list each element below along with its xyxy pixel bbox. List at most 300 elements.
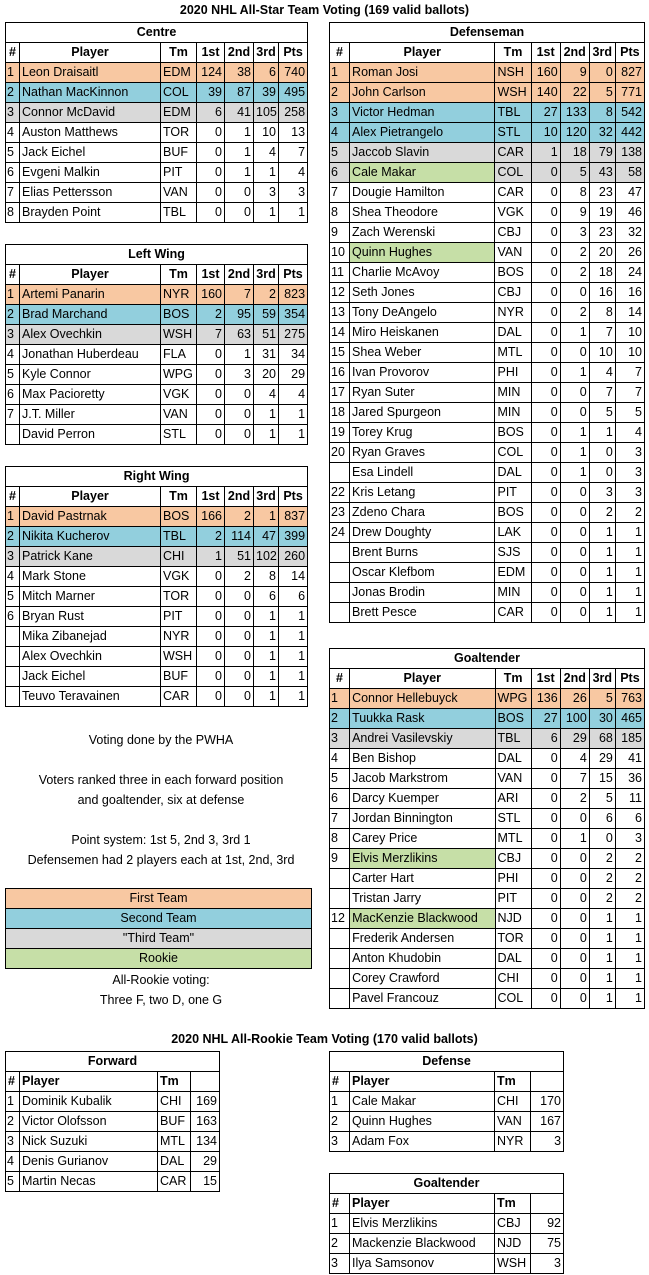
cell-points: 1 xyxy=(279,647,308,667)
cell-rank: 10 xyxy=(330,243,350,263)
cell-first: 10 xyxy=(531,123,560,143)
cell-team: STL xyxy=(495,123,531,143)
cell-first: 0 xyxy=(531,383,560,403)
cell-first: 0 xyxy=(531,363,560,383)
cell-rank: 5 xyxy=(6,365,20,385)
cell-rank: 3 xyxy=(330,1132,350,1152)
color-legend xyxy=(5,888,312,969)
cell-rank: 17 xyxy=(330,383,350,403)
table-row xyxy=(330,323,645,343)
rookie-forward-caption: Forward xyxy=(6,1052,220,1072)
cell-points: 3 xyxy=(615,483,644,503)
cell-player: Oscar Klefbom xyxy=(350,563,495,583)
cell-third: 1 xyxy=(254,647,279,667)
cell-points: 6 xyxy=(279,587,308,607)
cell-team: VAN xyxy=(495,243,531,263)
cell-points: 11 xyxy=(615,789,644,809)
header-team: Tm xyxy=(495,43,531,63)
cell-third: 1 xyxy=(589,583,615,603)
table-row xyxy=(330,583,645,603)
cell-player: Teuvo Teravainen xyxy=(20,687,161,707)
cell-points: 13 xyxy=(279,123,308,143)
cell-rank: 5 xyxy=(6,143,20,163)
cell-player: Artemi Panarin xyxy=(20,285,161,305)
cell-third: 0 xyxy=(589,63,615,83)
cell-player: Miro Heiskanen xyxy=(350,323,495,343)
cell-points: 2 xyxy=(615,889,644,909)
cell-first: 0 xyxy=(531,163,560,183)
cell-first: 0 xyxy=(531,849,560,869)
table-row xyxy=(330,363,645,383)
cell-team: VAN xyxy=(161,183,197,203)
table-row xyxy=(6,305,308,325)
cell-points: 4 xyxy=(279,163,308,183)
cell-team: STL xyxy=(495,809,531,829)
cell-rank: 2 xyxy=(330,1112,350,1132)
cell-first: 0 xyxy=(197,607,225,627)
cell-player: Brett Pesce xyxy=(350,603,495,623)
cell-rank: 5 xyxy=(330,143,350,163)
table-row xyxy=(6,183,308,203)
cell-player: Jacob Markstrom xyxy=(350,769,495,789)
table-row xyxy=(330,203,645,223)
cell-team: PHI xyxy=(495,869,531,889)
cell-rank: 2 xyxy=(6,527,20,547)
cell-player: Elvis Merzlikins xyxy=(350,849,495,869)
cell-points: 763 xyxy=(615,689,644,709)
table-row xyxy=(330,769,645,789)
cell-team: PIT xyxy=(161,163,197,183)
cell-points: 354 xyxy=(279,305,308,325)
cell-points: 163 xyxy=(191,1112,220,1132)
cell-first: 2 xyxy=(197,527,225,547)
header-third: 3rd xyxy=(254,265,279,285)
cell-first: 0 xyxy=(197,667,225,687)
cell-third: 8 xyxy=(589,303,615,323)
cell-team: CHI xyxy=(161,547,197,567)
cell-third: 15 xyxy=(589,769,615,789)
cell-team: DAL xyxy=(158,1152,191,1172)
note-line-2: Voters ranked three in each forward position xyxy=(38,773,284,787)
cell-team: BUF xyxy=(158,1112,191,1132)
cell-player: Mark Stone xyxy=(20,567,161,587)
cell-rank: 1 xyxy=(6,1092,20,1112)
cell-team: EDM xyxy=(161,63,197,83)
cell-team: DAL xyxy=(495,949,531,969)
cell-team: CAR xyxy=(158,1172,191,1192)
cell-third: 1 xyxy=(589,909,615,929)
cell-rank: 8 xyxy=(330,203,350,223)
defense-caption: Defenseman xyxy=(330,23,645,43)
cell-team: TBL xyxy=(161,203,197,223)
cell-second: 1 xyxy=(560,363,589,383)
cell-player: J.T. Miller xyxy=(20,405,161,425)
legend-first-team: First Team xyxy=(6,889,312,909)
cell-second: 0 xyxy=(560,889,589,909)
cell-first: 0 xyxy=(197,405,225,425)
table-row xyxy=(330,103,645,123)
header-rank: # xyxy=(6,1072,20,1092)
cell-third: 29 xyxy=(589,749,615,769)
cell-points: 15 xyxy=(191,1172,220,1192)
cell-player: Connor Hellebuyck xyxy=(350,689,495,709)
cell-second: 0 xyxy=(560,583,589,603)
table-row xyxy=(330,829,645,849)
cell-rank: 9 xyxy=(330,223,350,243)
cell-second: 41 xyxy=(225,103,254,123)
cell-player: Shea Theodore xyxy=(350,203,495,223)
cell-third: 5 xyxy=(589,403,615,423)
cell-points: 258 xyxy=(279,103,308,123)
cell-points: 24 xyxy=(615,263,644,283)
cell-points: 32 xyxy=(615,223,644,243)
cell-player: Andrei Vasilevskiy xyxy=(350,729,495,749)
cell-rank xyxy=(330,563,350,583)
cell-third: 20 xyxy=(589,243,615,263)
cell-third: 20 xyxy=(254,365,279,385)
cell-rank: 24 xyxy=(330,523,350,543)
cell-player: Drew Doughty xyxy=(350,523,495,543)
centre-table xyxy=(5,22,308,223)
cell-player: Shea Weber xyxy=(350,343,495,363)
cell-second: 7 xyxy=(560,769,589,789)
cell-player: Cale Makar xyxy=(350,163,495,183)
cell-player: Connor McDavid xyxy=(20,103,161,123)
table-row xyxy=(330,949,645,969)
cell-third: 1 xyxy=(254,203,279,223)
cell-rank: 7 xyxy=(330,809,350,829)
rookie-goaltender-table xyxy=(329,1173,564,1274)
table-row xyxy=(330,1234,564,1254)
cell-points: 3 xyxy=(615,829,644,849)
cell-first: 0 xyxy=(197,587,225,607)
cell-points: 827 xyxy=(615,63,644,83)
table-row xyxy=(330,709,645,729)
cell-team: PIT xyxy=(495,483,531,503)
cell-second: 120 xyxy=(560,123,589,143)
cell-points: 740 xyxy=(279,63,308,83)
cell-first: 2 xyxy=(197,305,225,325)
cell-second: 0 xyxy=(560,603,589,623)
cell-third: 23 xyxy=(589,183,615,203)
cell-points: 7 xyxy=(615,363,644,383)
table-row xyxy=(6,83,308,103)
cell-third: 0 xyxy=(589,463,615,483)
cell-first: 39 xyxy=(197,83,225,103)
table-row xyxy=(6,687,308,707)
cell-rank: 7 xyxy=(330,183,350,203)
cell-points: 167 xyxy=(531,1112,564,1132)
cell-first: 0 xyxy=(531,829,560,849)
table-row xyxy=(330,63,645,83)
table-row xyxy=(330,143,645,163)
cell-team: BOS xyxy=(161,305,197,325)
header-team: Tm xyxy=(161,43,197,63)
cell-third: 1 xyxy=(589,423,615,443)
cell-rank: 4 xyxy=(6,345,20,365)
table-row xyxy=(330,809,645,829)
cell-team: WPG xyxy=(161,365,197,385)
cell-second: 5 xyxy=(560,163,589,183)
cell-second: 0 xyxy=(560,283,589,303)
cell-player: Zach Werenski xyxy=(350,223,495,243)
cell-team: BOS xyxy=(495,263,531,283)
goaltender-table xyxy=(329,648,645,1009)
cell-third: 4 xyxy=(589,363,615,383)
cell-team: MIN xyxy=(495,383,531,403)
cell-player: Nick Suzuki xyxy=(20,1132,158,1152)
cell-points: 58 xyxy=(615,163,644,183)
cell-points: 2 xyxy=(615,869,644,889)
cell-rank: 2 xyxy=(6,83,20,103)
cell-third: 1 xyxy=(589,523,615,543)
cell-points: 138 xyxy=(615,143,644,163)
cell-rank: 8 xyxy=(6,203,20,223)
header-points: Pts xyxy=(615,43,644,63)
cell-third: 19 xyxy=(589,203,615,223)
cell-points: 1 xyxy=(279,687,308,707)
cell-rank: 4 xyxy=(6,567,20,587)
cell-player: Anton Khudobin xyxy=(350,949,495,969)
cell-points: 16 xyxy=(615,283,644,303)
cell-third: 1 xyxy=(589,603,615,623)
cell-team: MIN xyxy=(495,583,531,603)
cell-points: 41 xyxy=(615,749,644,769)
cell-team: BOS xyxy=(495,423,531,443)
cell-first: 0 xyxy=(197,567,225,587)
cell-third: 1 xyxy=(254,687,279,707)
cell-third: 8 xyxy=(589,103,615,123)
table-row xyxy=(330,1112,564,1132)
cell-first: 0 xyxy=(197,385,225,405)
rookie-forward-table xyxy=(5,1051,220,1192)
cell-first: 0 xyxy=(531,303,560,323)
cell-first: 0 xyxy=(531,483,560,503)
cell-points: 14 xyxy=(279,567,308,587)
cell-first: 0 xyxy=(531,283,560,303)
header-player: Player xyxy=(20,487,161,507)
cell-third: 0 xyxy=(589,829,615,849)
cell-second: 0 xyxy=(560,403,589,423)
cell-player: Kyle Connor xyxy=(20,365,161,385)
table-row xyxy=(330,929,645,949)
cell-rank xyxy=(330,869,350,889)
cell-points: 1 xyxy=(279,667,308,687)
cell-third: 10 xyxy=(254,123,279,143)
cell-third: 1 xyxy=(589,563,615,583)
cell-player: Denis Gurianov xyxy=(20,1152,158,1172)
cell-first: 6 xyxy=(197,103,225,123)
cell-team: BOS xyxy=(161,507,197,527)
cell-player: Jaccob Slavin xyxy=(350,143,495,163)
header-third: 3rd xyxy=(254,43,279,63)
cell-second: 1 xyxy=(560,463,589,483)
cell-first: 0 xyxy=(197,627,225,647)
cell-player: John Carlson xyxy=(350,83,495,103)
header-rank: # xyxy=(330,43,350,63)
cell-team: CAR xyxy=(495,143,531,163)
cell-second: 0 xyxy=(560,929,589,949)
header-team: Tm xyxy=(161,265,197,285)
cell-team: TBL xyxy=(161,527,197,547)
cell-first: 0 xyxy=(531,749,560,769)
cell-first: 0 xyxy=(531,463,560,483)
table-row xyxy=(330,849,645,869)
cell-team: COL xyxy=(495,443,531,463)
cell-first: 6 xyxy=(531,729,560,749)
table-row xyxy=(330,263,645,283)
table-row xyxy=(330,563,645,583)
cell-player: Ben Bishop xyxy=(350,749,495,769)
table-row xyxy=(330,223,645,243)
cell-second: 1 xyxy=(225,345,254,365)
cell-first: 166 xyxy=(197,507,225,527)
header-first: 1st xyxy=(531,43,560,63)
cell-rank xyxy=(330,463,350,483)
cell-first: 0 xyxy=(531,223,560,243)
cell-points: 14 xyxy=(615,303,644,323)
cell-player: Carter Hart xyxy=(350,869,495,889)
cell-first: 0 xyxy=(531,769,560,789)
header-second: 2nd xyxy=(560,43,589,63)
cell-second: 100 xyxy=(560,709,589,729)
cell-team: DAL xyxy=(495,749,531,769)
header-blank xyxy=(531,1194,564,1214)
cell-second: 0 xyxy=(225,425,254,445)
cell-first: 0 xyxy=(531,243,560,263)
cell-player: Patrick Kane xyxy=(20,547,161,567)
cell-rank: 2 xyxy=(330,1234,350,1254)
cell-third: 1 xyxy=(254,425,279,445)
table-row xyxy=(6,607,308,627)
cell-rank: 3 xyxy=(6,1132,20,1152)
cell-third: 7 xyxy=(589,323,615,343)
header-third: 3rd xyxy=(589,669,615,689)
cell-rank: 6 xyxy=(6,607,20,627)
cell-first: 0 xyxy=(531,603,560,623)
cell-third: 2 xyxy=(589,869,615,889)
cell-points: 1 xyxy=(615,603,644,623)
table-row xyxy=(330,463,645,483)
cell-third: 1 xyxy=(589,949,615,969)
cell-player: Cale Makar xyxy=(350,1092,495,1112)
cell-team: TBL xyxy=(495,729,531,749)
cell-second: 2 xyxy=(560,263,589,283)
cell-player: Martin Necas xyxy=(20,1172,158,1192)
cell-second: 95 xyxy=(225,305,254,325)
cell-first: 0 xyxy=(197,123,225,143)
table-row xyxy=(6,425,308,445)
cell-first: 0 xyxy=(531,543,560,563)
header-team: Tm xyxy=(495,1194,531,1214)
table-row xyxy=(6,627,308,647)
table-row xyxy=(6,527,308,547)
cell-first: 1 xyxy=(531,143,560,163)
cell-second: 29 xyxy=(560,729,589,749)
cell-second: 0 xyxy=(560,989,589,1009)
table-row xyxy=(330,83,645,103)
cell-third: 6 xyxy=(254,587,279,607)
table-row xyxy=(6,567,308,587)
table-row xyxy=(6,1132,220,1152)
table-row xyxy=(330,969,645,989)
cell-points: 275 xyxy=(279,325,308,345)
cell-points: 823 xyxy=(279,285,308,305)
cell-rank: 4 xyxy=(6,123,20,143)
table-row xyxy=(6,63,308,83)
cell-rank: 5 xyxy=(6,1172,20,1192)
header-player: Player xyxy=(20,265,161,285)
cell-team: WSH xyxy=(495,1254,531,1274)
cell-first: 140 xyxy=(531,83,560,103)
cell-points: 3 xyxy=(531,1132,564,1152)
cell-first: 0 xyxy=(531,929,560,949)
cell-player: Brad Marchand xyxy=(20,305,161,325)
cell-third: 2 xyxy=(589,503,615,523)
cell-first: 0 xyxy=(197,183,225,203)
header-first: 1st xyxy=(531,669,560,689)
cell-team: MIN xyxy=(495,403,531,423)
cell-points: 36 xyxy=(615,769,644,789)
cell-player: Bryan Rust xyxy=(20,607,161,627)
cell-first: 0 xyxy=(531,423,560,443)
cell-third: 0 xyxy=(589,443,615,463)
cell-first: 0 xyxy=(197,203,225,223)
cell-points: 10 xyxy=(615,343,644,363)
cell-second: 0 xyxy=(560,809,589,829)
table-row xyxy=(330,543,645,563)
cell-points: 1 xyxy=(615,969,644,989)
cell-team: CHI xyxy=(158,1092,191,1112)
header-points: Pts xyxy=(279,487,308,507)
header-rank: # xyxy=(6,487,20,507)
cell-points: 495 xyxy=(279,83,308,103)
table-row xyxy=(6,285,308,305)
table-row xyxy=(330,123,645,143)
cell-second: 0 xyxy=(225,667,254,687)
right-wing-table xyxy=(5,466,308,707)
cell-rank: 3 xyxy=(330,103,350,123)
cell-player: Jared Spurgeon xyxy=(350,403,495,423)
table-row xyxy=(6,667,308,687)
cell-rank: 1 xyxy=(330,1214,350,1234)
note-line-3: and goaltender, six at defense xyxy=(77,793,245,807)
table-row xyxy=(330,1254,564,1274)
cell-points: 1 xyxy=(279,405,308,425)
cell-points: 34 xyxy=(279,345,308,365)
cell-third: 1 xyxy=(254,507,279,527)
cell-team: TOR xyxy=(161,123,197,143)
cell-points: 3 xyxy=(279,183,308,203)
cell-points: 1 xyxy=(615,949,644,969)
cell-rank xyxy=(330,989,350,1009)
legend-rookie: Rookie xyxy=(6,949,312,969)
cell-first: 0 xyxy=(197,345,225,365)
cell-player: Adam Fox xyxy=(350,1132,495,1152)
cell-second: 0 xyxy=(560,849,589,869)
cell-points: 4 xyxy=(279,385,308,405)
cell-points: 29 xyxy=(279,365,308,385)
cell-rank: 23 xyxy=(330,503,350,523)
cell-second: 1 xyxy=(225,163,254,183)
cell-rank: 3 xyxy=(6,547,20,567)
cell-second: 26 xyxy=(560,689,589,709)
cell-first: 0 xyxy=(531,949,560,969)
cell-team: NJD xyxy=(495,909,531,929)
cell-second: 9 xyxy=(560,63,589,83)
cell-first: 0 xyxy=(531,403,560,423)
cell-third: 2 xyxy=(589,849,615,869)
